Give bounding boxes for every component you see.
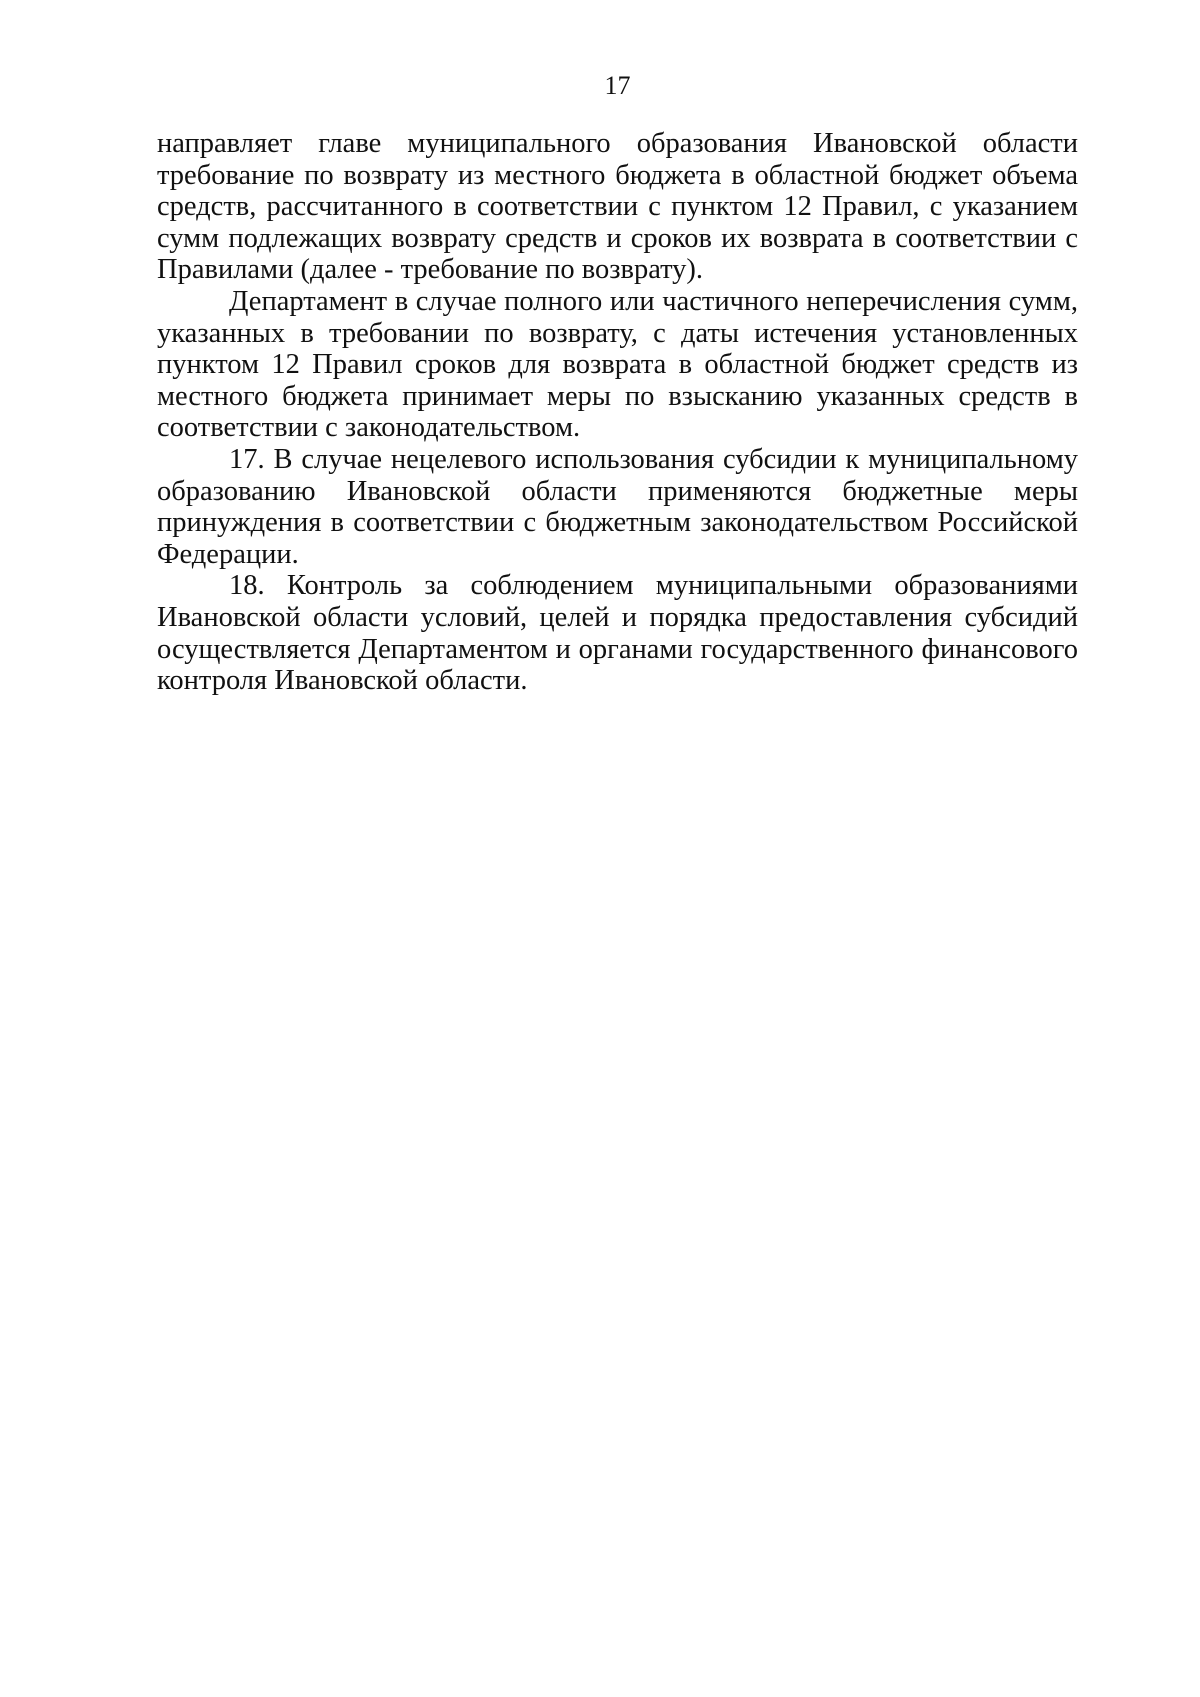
page-number: 17 (604, 71, 631, 100)
paragraph-item-18: 18. Контроль за соблюдением муниципальными образованиями Ивановской области условий, целей и порядка предоставления субсидий осуществляется Департаментом и органами государственного финансового контроля Ивановской области. (157, 570, 1078, 697)
paragraph-item-17: 17. В случае нецелевого использования субсидии к муниципальному образованию Ивановской области применяются бюджетные меры принуждения в соответствии с бюджетным законодательством Российской Федерации. (157, 443, 1078, 570)
document-body (157, 128, 1078, 697)
paragraph-department-recovery: Департамент в случае полного или частичного неперечисления сумм, указанных в требовании по возврату, с даты истечения установленных пунктом 12 Правил сроков для возврата в областной бюджет средств из местного бюджета принимает меры по взысканию указанных средств в соответствии с законодательством. (157, 285, 1078, 444)
paragraph-continuation: направляет главе муниципального образования Ивановской области требование по возврату из местного бюджета в областной бюджет объема средств, рассчитанного в соответствии с пунктом 12 Правил, с указанием сумм подлежащих возврату средств и сроков их возврата в соответствии с Правилами (далее - требование по возврату). (157, 128, 1078, 286)
